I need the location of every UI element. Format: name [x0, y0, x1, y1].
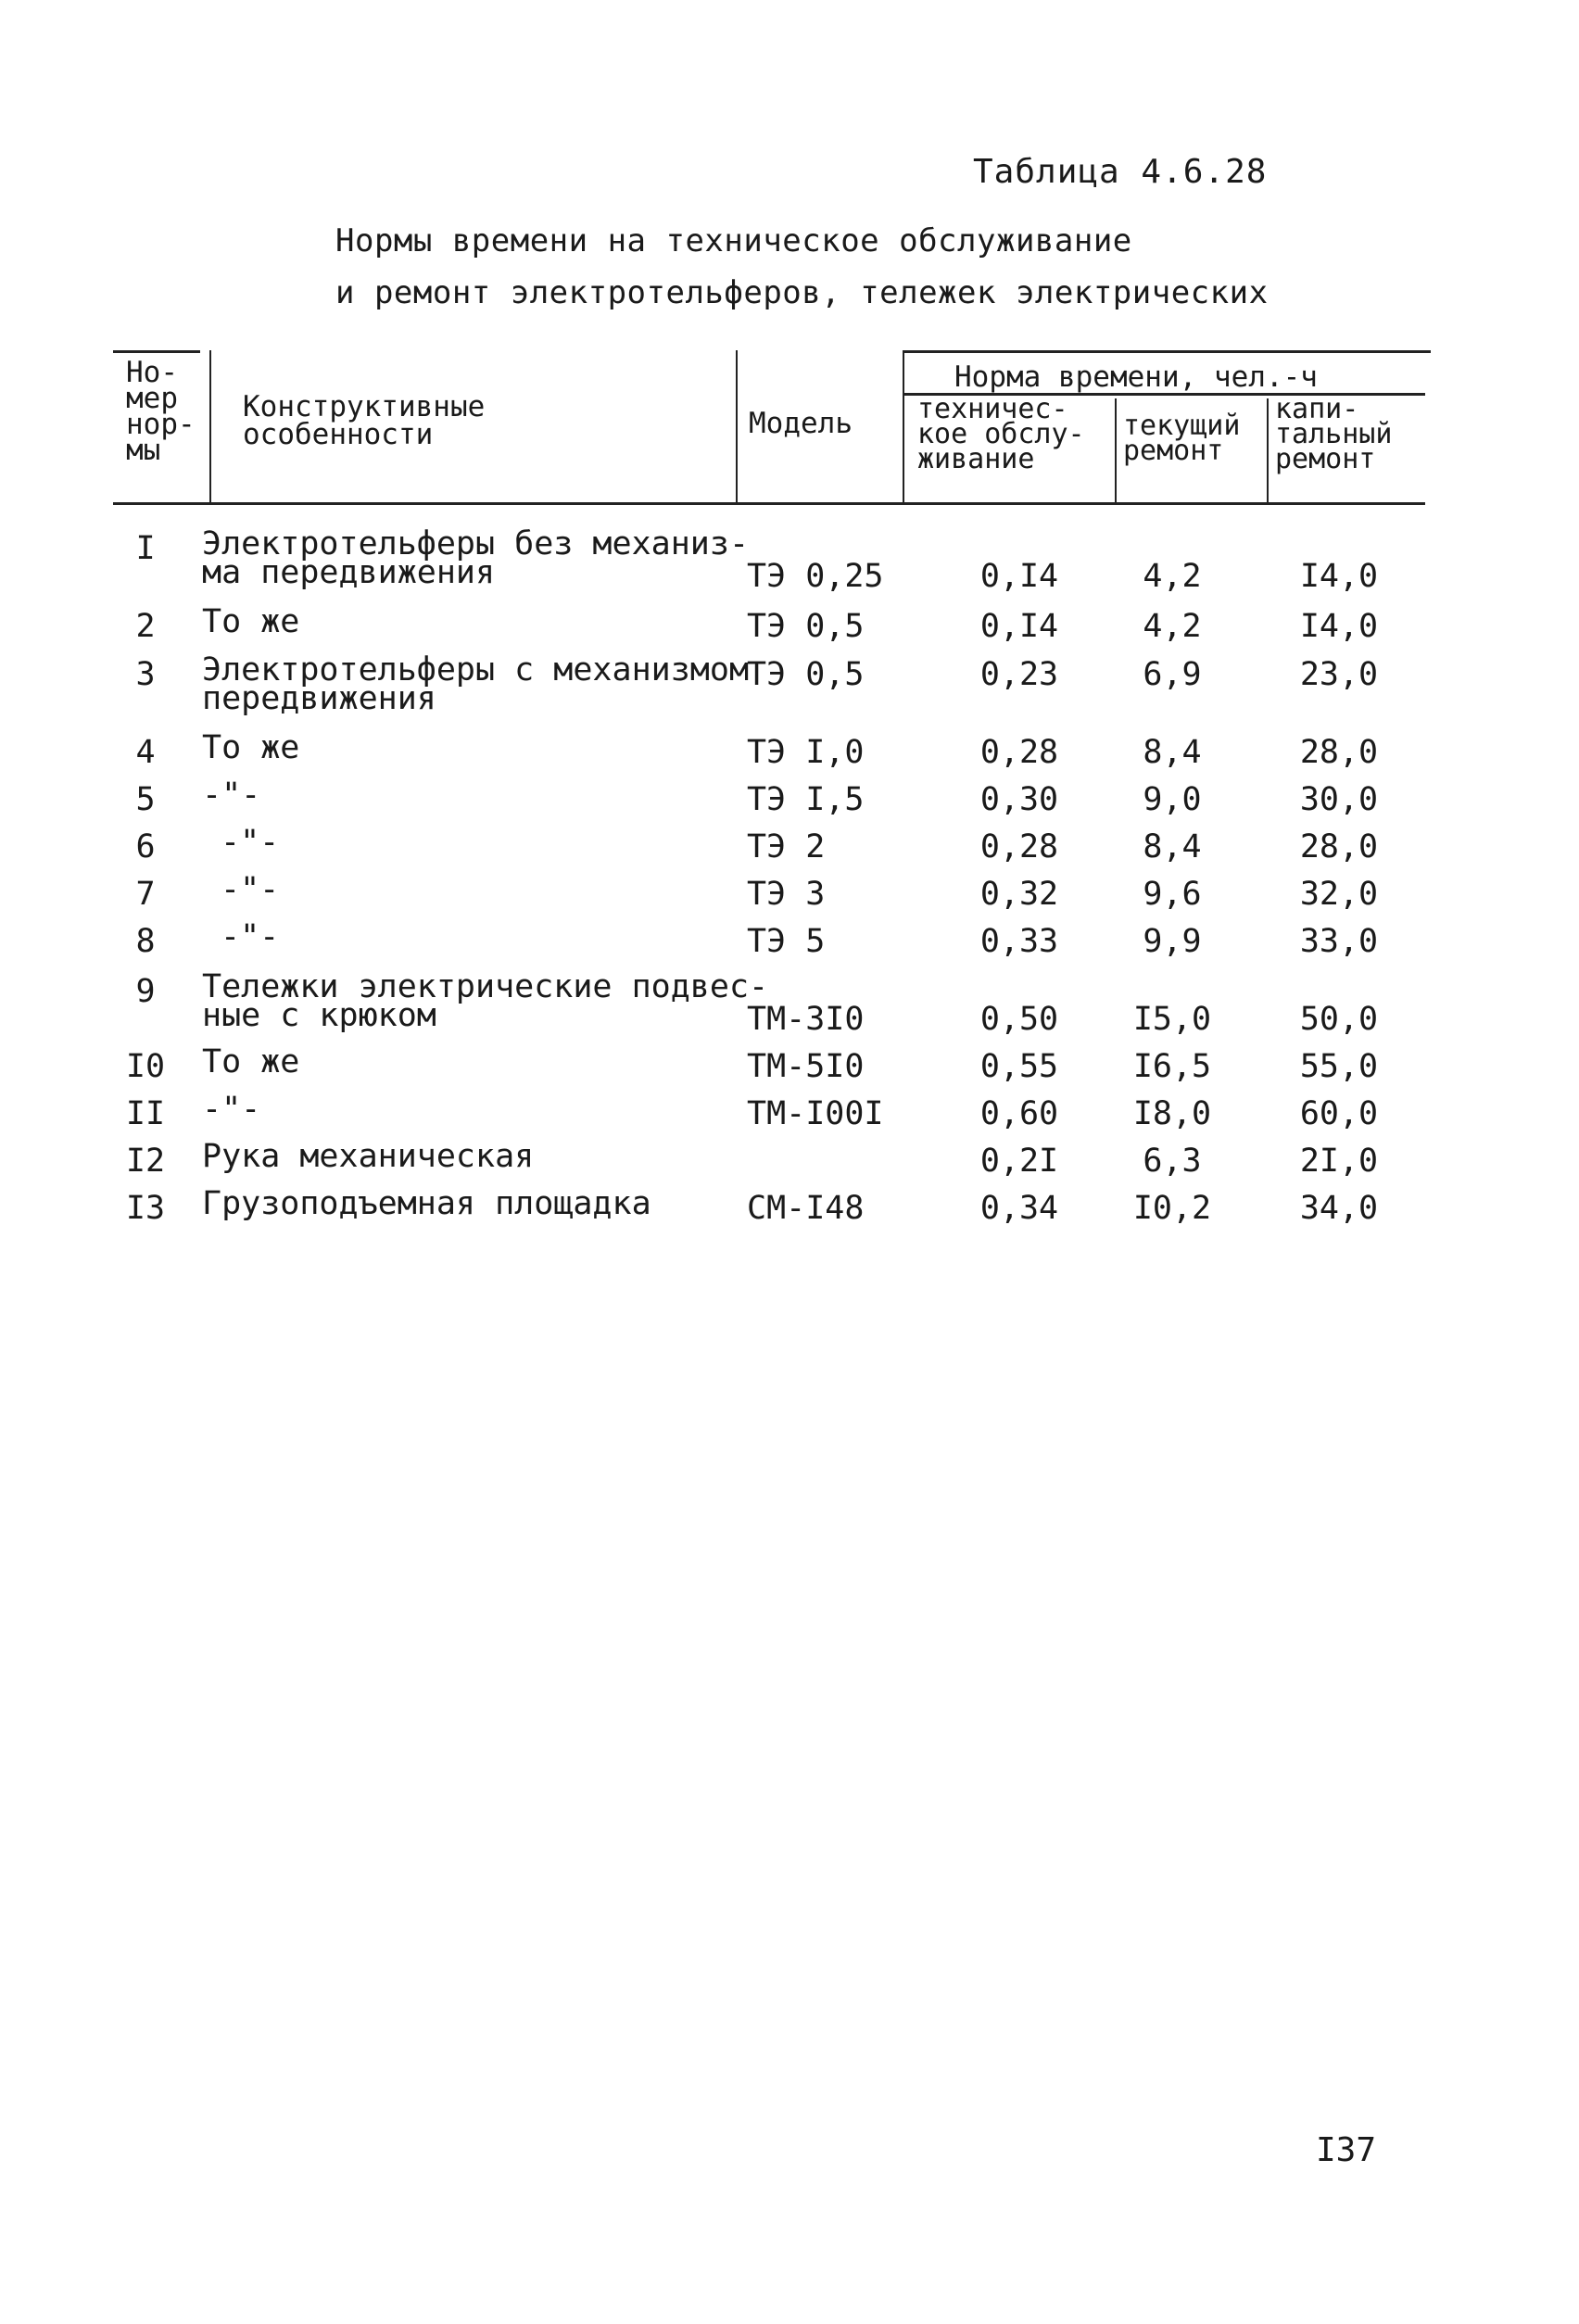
row-model: ТМ-I00I	[747, 1095, 884, 1132]
row-capital-repair: 32,0	[1299, 876, 1379, 913]
row-tech-service: 0,33	[979, 923, 1059, 960]
row-model: ТМ-3I0	[747, 1001, 865, 1038]
row-tech-service: 0,I4	[979, 608, 1059, 645]
header-features: Конструктивные особенности	[243, 390, 486, 451]
row-model: ТЭ 2	[747, 828, 826, 865]
header-norm-group: Норма времени, чел.-ч	[954, 360, 1318, 394]
row-description: -"-	[221, 918, 280, 955]
row-number: 8	[135, 923, 156, 960]
row-description: Рука механическая	[202, 1138, 535, 1175]
header-num: Но- мер нор- мы	[126, 356, 196, 467]
row-model: ТЭ 5	[747, 923, 826, 960]
header-sep-tech	[1115, 398, 1117, 502]
header-current-repair: текущий ремонт	[1123, 410, 1241, 467]
row-model: ТЭ I,5	[747, 781, 865, 818]
row-tech-service: 0,34	[979, 1190, 1059, 1227]
row-number: 9	[135, 973, 156, 1010]
row-number: 3	[135, 656, 156, 693]
row-description: То же	[202, 1043, 300, 1080]
row-tech-service: 0,I4	[979, 558, 1059, 595]
table-label: Таблица 4.6.28	[973, 153, 1268, 191]
row-tech-service: 0,28	[979, 734, 1059, 771]
row-current-repair: 9,6	[1143, 876, 1202, 913]
row-current-repair: 4,2	[1143, 608, 1202, 645]
row-capital-repair: 50,0	[1299, 1001, 1379, 1038]
row-number: I2	[125, 1143, 166, 1180]
row-tech-service: 0,32	[979, 876, 1059, 913]
row-current-repair: I0,2	[1132, 1190, 1212, 1227]
row-capital-repair: 23,0	[1299, 656, 1379, 693]
row-model: ТЭ 0,5	[747, 608, 865, 645]
page-number: I37	[1316, 2131, 1377, 2169]
table-title	[335, 215, 1269, 319]
row-current-repair: 9,9	[1143, 923, 1202, 960]
row-description: -"-	[221, 871, 280, 908]
row-tech-service: 0,2I	[979, 1143, 1059, 1180]
row-capital-repair: I4,0	[1299, 558, 1379, 595]
row-model: ТЭ 0,5	[747, 656, 865, 693]
row-current-repair: 9,0	[1143, 781, 1202, 818]
row-model: ТЭ 0,25	[747, 558, 884, 595]
row-number: I	[135, 530, 156, 567]
row-description: Электротельферы с механизмом передвижения	[202, 651, 750, 717]
header-model: Модель	[749, 407, 853, 440]
row-current-repair: I6,5	[1132, 1048, 1212, 1085]
row-current-repair: 8,4	[1143, 828, 1202, 865]
row-description: То же	[202, 729, 300, 766]
row-tech-service: 0,23	[979, 656, 1059, 693]
row-capital-repair: 33,0	[1299, 923, 1379, 960]
row-model: ТЭ 3	[747, 876, 826, 913]
row-tech-service: 0,30	[979, 781, 1059, 818]
row-capital-repair: 28,0	[1299, 734, 1379, 771]
row-model: ТМ-5I0	[747, 1048, 865, 1085]
row-tech-service: 0,50	[979, 1001, 1059, 1038]
row-capital-repair: 30,0	[1299, 781, 1379, 818]
header-capital-repair: капи- тальный ремонт	[1275, 393, 1393, 475]
row-tech-service: 0,28	[979, 828, 1059, 865]
row-number: 5	[135, 781, 156, 818]
row-description: -"-	[202, 777, 261, 814]
row-description: Тележки электрические подвес- ные с крюком	[202, 968, 769, 1034]
row-model: ТЭ I,0	[747, 734, 865, 771]
row-description: Электротельферы без механиз- ма передвижения	[202, 525, 750, 591]
row-number: I3	[125, 1190, 166, 1227]
row-tech-service: 0,60	[979, 1095, 1059, 1132]
header-sep-features	[736, 350, 738, 502]
title-line-1: Нормы времени на техническое обслуживание	[335, 222, 1132, 259]
row-current-repair: 8,4	[1143, 734, 1202, 771]
row-number: II	[125, 1095, 166, 1132]
row-description: Грузоподъемная площадка	[202, 1185, 651, 1222]
row-current-repair: 4,2	[1143, 558, 1202, 595]
row-description: -"-	[221, 824, 280, 861]
row-model: СМ-I48	[747, 1190, 865, 1227]
header-top-rule-left	[113, 350, 200, 353]
row-tech-service: 0,55	[979, 1048, 1059, 1085]
row-capital-repair: 55,0	[1299, 1048, 1379, 1085]
row-capital-repair: I4,0	[1299, 608, 1379, 645]
row-capital-repair: 60,0	[1299, 1095, 1379, 1132]
row-current-repair: I5,0	[1132, 1001, 1212, 1038]
row-capital-repair: 28,0	[1299, 828, 1379, 865]
title-line-2: и ремонт электротельферов, тележек электрических	[335, 274, 1269, 311]
header-tech-service: техничес- кое обслу- живание	[917, 393, 1085, 475]
header-sep-current	[1267, 398, 1269, 502]
header-sep-num	[209, 350, 211, 502]
row-number: 4	[135, 734, 156, 771]
row-current-repair: 6,9	[1143, 656, 1202, 693]
row-number: 7	[135, 876, 156, 913]
row-current-repair: I8,0	[1132, 1095, 1212, 1132]
row-capital-repair: 2I,0	[1299, 1143, 1379, 1180]
row-current-repair: 6,3	[1143, 1143, 1202, 1180]
header-top-rule-right	[904, 350, 1431, 353]
row-description: То же	[202, 603, 300, 640]
row-number: I0	[125, 1048, 166, 1085]
row-description: -"-	[202, 1091, 261, 1128]
row-number: 6	[135, 828, 156, 865]
row-number: 2	[135, 608, 156, 645]
header-sep-model	[903, 350, 904, 502]
row-capital-repair: 34,0	[1299, 1190, 1379, 1227]
header-bottom-rule	[113, 502, 1425, 505]
